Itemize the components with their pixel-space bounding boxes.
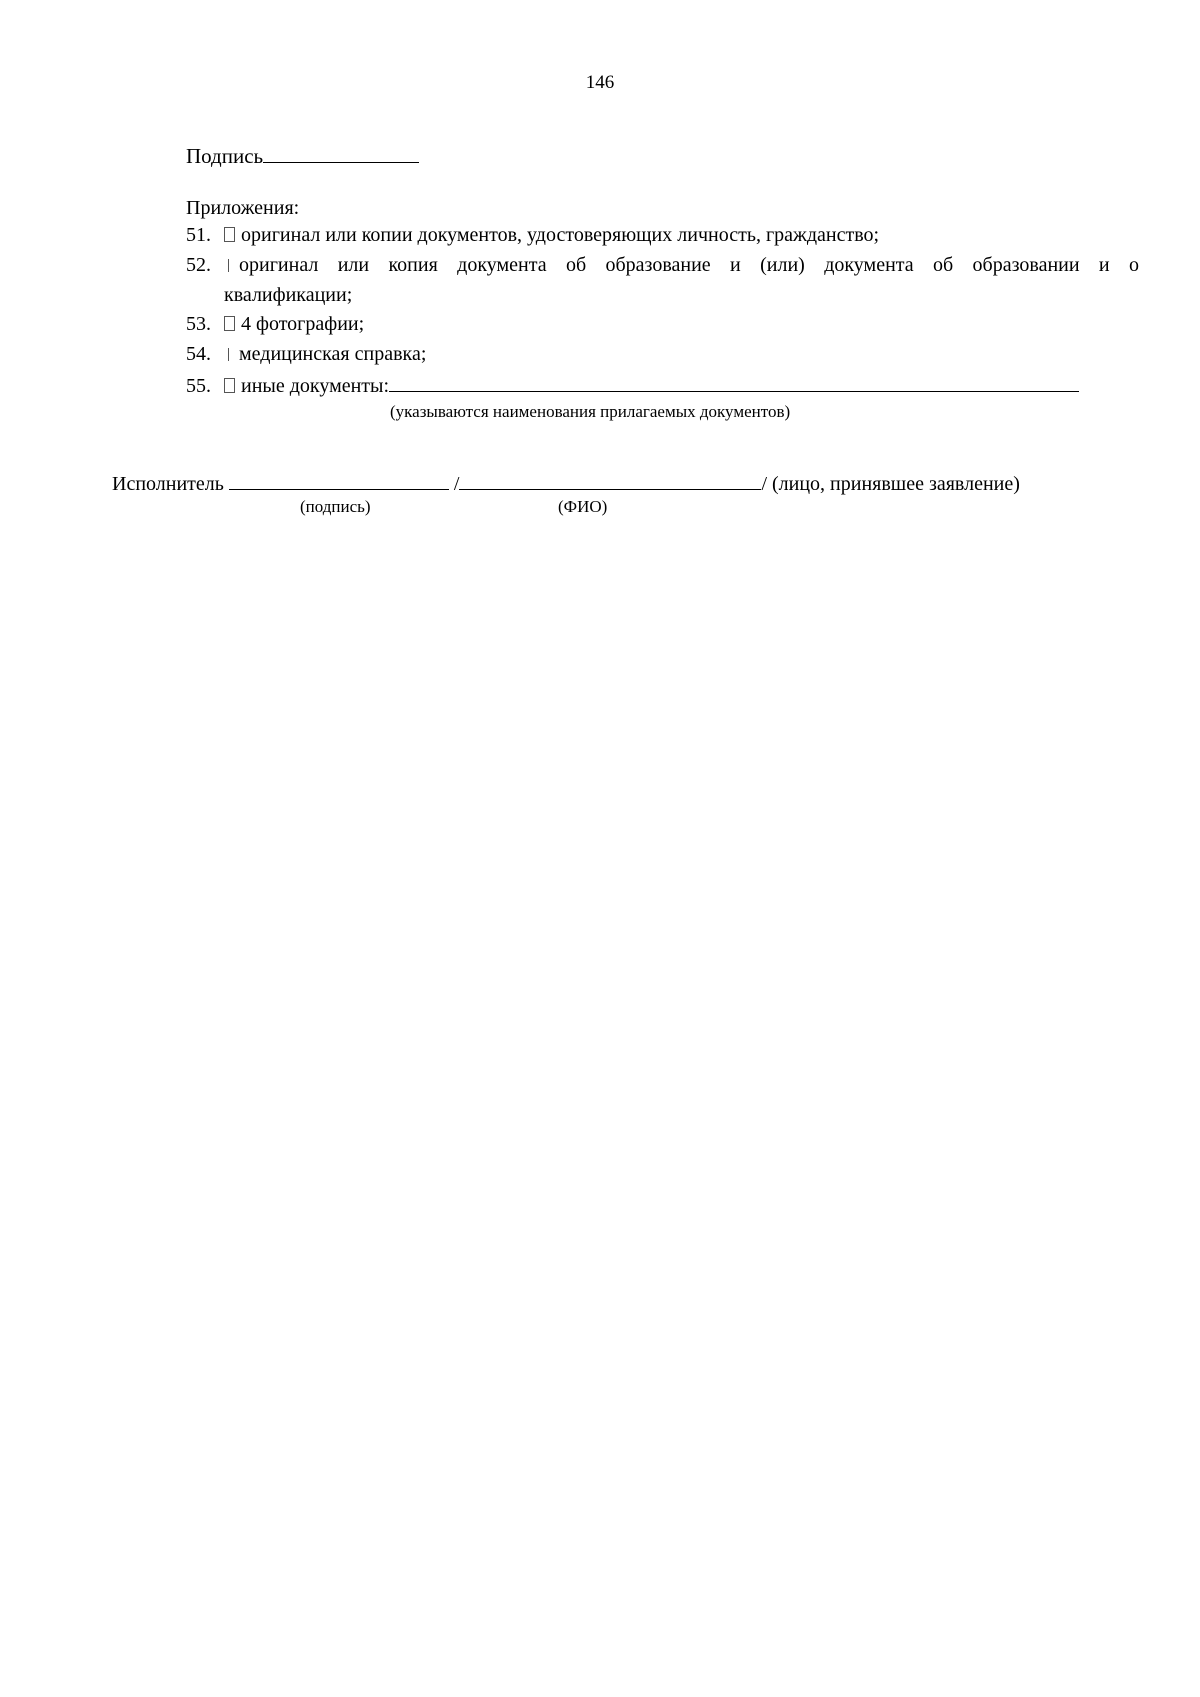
attachment-text: оригинал или копии документов, удостоверяющих личность, гражданство; <box>241 224 880 246</box>
executor-name-caption: (ФИО) <box>558 497 608 516</box>
checkbox-icon[interactable] <box>224 316 235 331</box>
executor-name-blank[interactable] <box>459 470 761 490</box>
signature-blank[interactable] <box>263 143 419 163</box>
attachment-text: оригинал или копия документа об образование и (или) документа об образовании и о <box>239 254 1139 276</box>
other-documents-blank[interactable] <box>389 372 1079 392</box>
executor-label: Исполнитель <box>112 473 224 495</box>
attachment-text: иные документы: <box>241 375 390 397</box>
executor-line <box>112 470 1020 496</box>
checkbox-icon[interactable] <box>224 378 235 393</box>
attachment-item-52-continuation: квалификации; <box>224 284 353 306</box>
attachment-item-54 <box>186 343 426 366</box>
checkbox-icon[interactable] <box>224 259 233 272</box>
executor-separator: / <box>453 473 460 495</box>
attachment-number: 52. <box>186 254 211 276</box>
attachment-number: 55. <box>186 375 211 397</box>
signature-line <box>186 143 419 169</box>
attachment-number: 54. <box>186 343 211 365</box>
attachment-text: медицинская справка; <box>239 343 427 365</box>
checkbox-icon[interactable] <box>224 348 233 361</box>
page-number: 146 <box>585 72 615 93</box>
attachments-caption: (указываются наименования прилагаемых документов) <box>390 402 791 421</box>
signature-label: Подпись <box>186 144 264 168</box>
attachments-title: Приложения: <box>186 197 300 219</box>
attachment-item-55 <box>186 372 1079 398</box>
attachment-item-51 <box>186 224 879 247</box>
attachment-item-53 <box>186 313 364 336</box>
executor-closing: / (лицо, принявшее заявление) <box>761 473 1020 495</box>
attachment-number: 53. <box>186 313 211 335</box>
attachment-text: 4 фотографии; <box>241 313 365 335</box>
attachment-number: 51. <box>186 224 211 246</box>
executor-signature-caption: (подпись) <box>300 497 371 516</box>
attachment-item-52 <box>186 254 1139 277</box>
checkbox-icon[interactable] <box>224 227 235 242</box>
executor-signature-blank[interactable] <box>229 470 449 490</box>
